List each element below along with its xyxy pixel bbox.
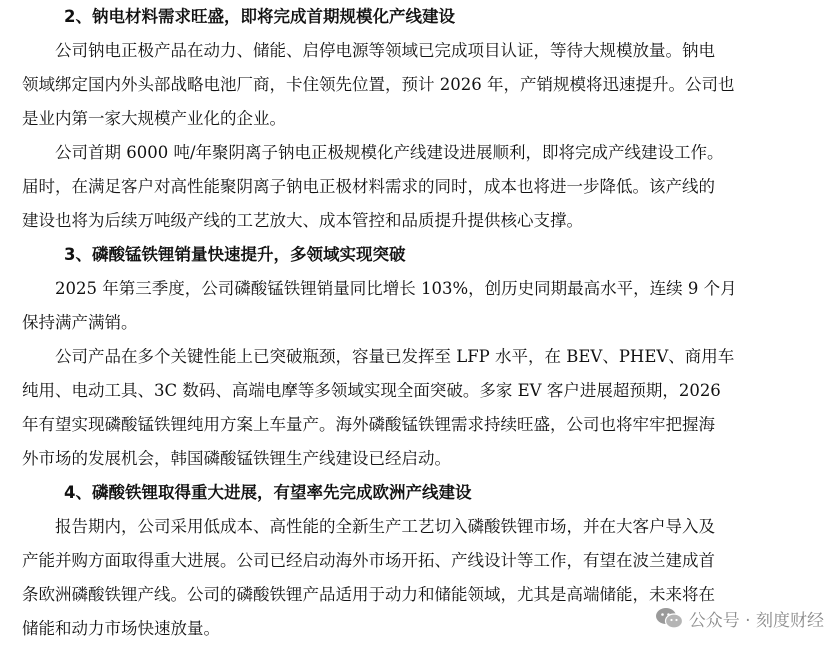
paragraph-line: 外市场的发展机会，韩国磷酸锰铁锂生产线建设已经启动。: [22, 449, 451, 468]
paragraph-line: 产能并购方面取得重大进展。公司已经启动海外市场开拓、产线设计等工作，有望在波兰建成首: [22, 551, 715, 570]
wechat-icon: [655, 607, 683, 629]
paragraph-line: 公司钠电正极产品在动力、储能、启停电源等领域已完成项目认证，等待大规模放量。钠电: [55, 41, 715, 60]
paragraph-line: 纯用、电动工具、3C 数码、高端电摩等多领域实现全面突破。多家 EV 客户进展超预期，2026: [22, 381, 721, 400]
paragraph-line: 储能和动力市场快速放量。: [22, 619, 220, 638]
paragraph-line: 报告期内，公司采用低成本、高性能的全新生产工艺切入磷酸铁锂市场，并在大客户导入及: [55, 517, 715, 536]
section-heading: 2、钠电材料需求旺盛，即将完成首期规模化产线建设: [64, 7, 455, 26]
paragraph-line: 是业内第一家大规模产业化的企业。: [22, 109, 286, 128]
paragraph-line: 届时，在满足客户对高性能聚阴离子钠电正极材料需求的同时，成本也将进一步降低。该产线的: [22, 177, 715, 196]
paragraph-line: 年有望实现磷酸锰铁锂纯用方案上车量产。海外磷酸锰铁锂需求持续旺盛，公司也将牢牢把握海: [22, 415, 715, 434]
paragraph-line: 领域绑定国内外头部战略电池厂商，卡住领先位置，预计 2026 年，产销规模将迅速提升。公司也: [22, 75, 735, 94]
watermark: [655, 601, 824, 635]
paragraph-line: 2025 年第三季度，公司磷酸锰铁锂销量同比增长 103%，创历史同期最高水平，连续 9 个月: [55, 279, 737, 298]
paragraph-line: 公司产品在多个关键性能上已突破瓶颈，容量已发挥至 LFP 水平，在 BEV、PHEV、商用车: [55, 347, 735, 366]
paragraph-line: 建设也将为后续万吨级产线的工艺放大、成本管控和品质提升提供核心支撑。: [22, 211, 583, 230]
section-heading: 3、磷酸锰铁锂销量快速提升，多领域实现突破: [64, 245, 406, 264]
watermark-text: 公众号 · 刻度财经: [688, 610, 824, 631]
paragraph-line: 公司首期 6000 吨/年聚阴离子钠电正极规模化产线建设进展顺利，即将完成产线建设工作。: [55, 143, 724, 162]
paragraph-line: 保持满产满销。: [22, 313, 138, 332]
paragraph-line: 条欧洲磷酸铁锂产线。公司的磷酸铁锂产品适用于动力和储能领域，尤其是高端储能，未来将在: [22, 585, 715, 604]
section-heading: 4、磷酸铁锂取得重大进展，有望率先完成欧洲产线建设: [64, 483, 472, 502]
